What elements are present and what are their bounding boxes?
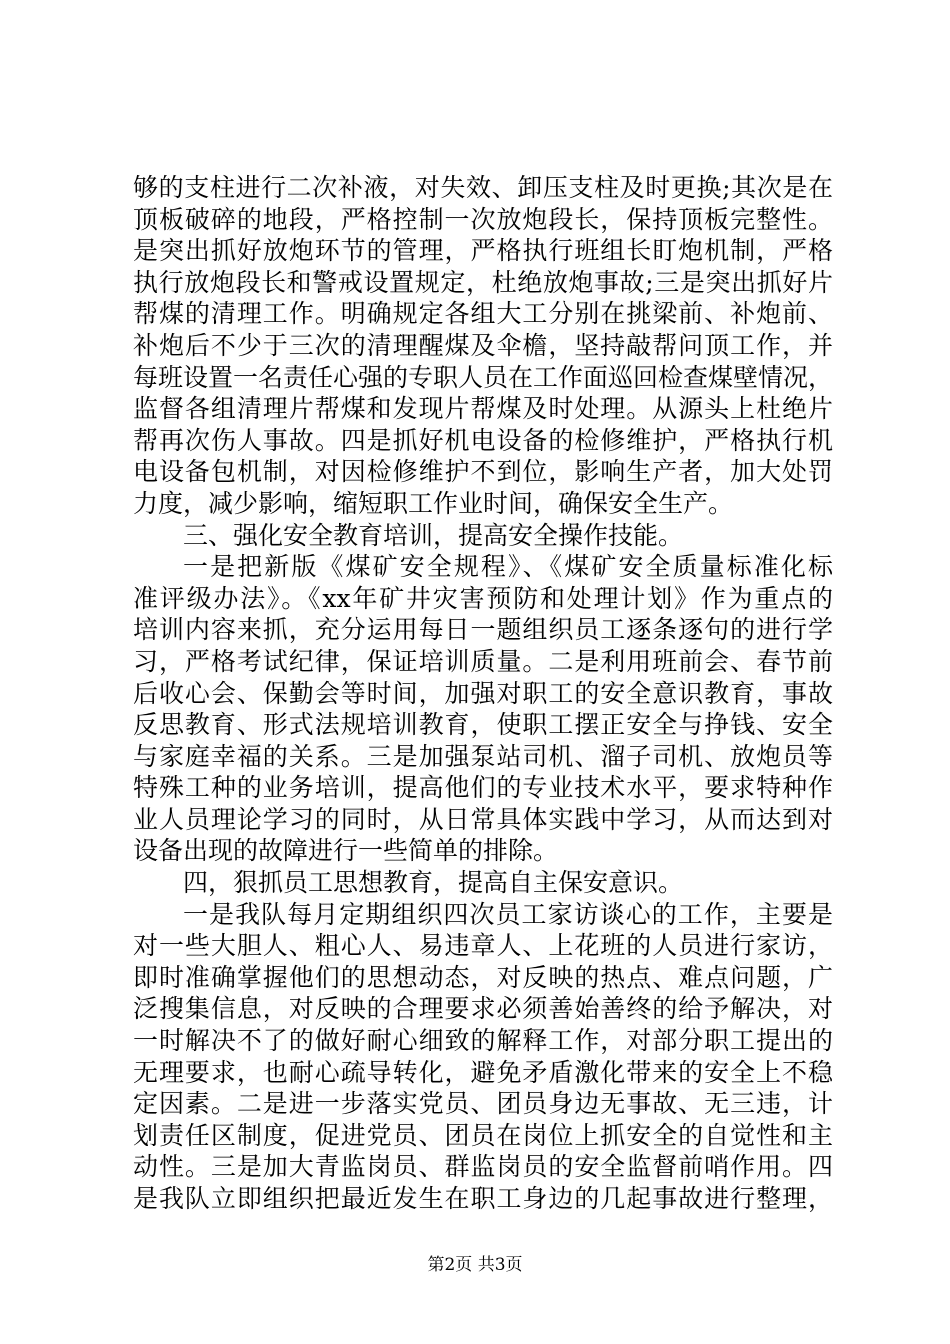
text-line: 动性。三是加大青监岗员、群监岗员的安全监督前哨作用。四	[133, 1152, 833, 1182]
text-line: 即时准确掌握他们的思想动态，对反映的热点、难点问题，广	[133, 962, 833, 992]
text-line: 后收心会、保勤会等时间，加强对职工的安全意识教育，事故	[133, 678, 833, 708]
text-line: 帮再次伤人事故。四是抓好机电设备的检修维护，严格执行机	[133, 425, 833, 455]
text-line: 设备出现的故障进行一些简单的排除。	[133, 836, 559, 866]
section-heading: 四，狠抓员工思想教育，提高自主保安意识。	[183, 868, 684, 898]
document-body	[133, 172, 833, 1215]
text-line: 特殊工种的业务培训，提高他们的专业技术水平，要求特种作	[133, 773, 833, 803]
text-line: 无理要求，也耐心疏导转化，避免矛盾激化带来的安全上不稳	[133, 1057, 833, 1087]
text-line: 划责任区制度，促进党员、团员在岗位上抓安全的自觉性和主	[133, 1120, 833, 1150]
text-line: 准评级办法》。《xx年矿井灾害预防和处理计划》作为重点的	[133, 583, 833, 613]
text-line: 是我队立即组织把最近发生在职工身边的几起事故进行整理，	[133, 1184, 833, 1213]
text-line: 培训内容来抓，充分运用每日一题组织员工逐条逐句的进行学	[133, 615, 833, 645]
text-line: 一是把新版《煤矿安全规程》、《煤矿安全质量标准化标	[183, 552, 833, 582]
text-line: 顶板破碎的地段，严格控制一次放炮段长，保持顶板完整性。	[133, 204, 833, 234]
text-line: 一时解决不了的做好耐心细致的解释工作，对部分职工提出的	[133, 1026, 833, 1056]
text-line: 电设备包机制，对因检修维护不到位，影响生产者，加大处罚	[133, 457, 833, 487]
text-line: 习，严格考试纪律，保证培训质量。二是利用班前会、春节前	[133, 646, 833, 676]
text-line: 够的支柱进行二次补液，对失效、卸压支柱及时更换;其次是在	[133, 173, 833, 202]
text-line: 业人员理论学习的同时，从日常具体实践中学习，从而达到对	[133, 804, 833, 834]
text-line: 帮煤的清理工作。明确规定各组大工分别在挑梁前、补炮前、	[133, 299, 833, 329]
text-line: 是突出抓好放炮环节的管理，严格执行班组长盯炮机制，严格	[133, 236, 833, 266]
section-heading: 三、强化安全教育培训，提高安全操作技能。	[183, 520, 684, 550]
text-line: 执行放炮段长和警戒设置规定，杜绝放炮事故;三是突出抓好片	[133, 267, 833, 297]
text-line: 力度，减少影响，缩短职工作业时间，确保安全生产。	[133, 488, 734, 518]
text-line: 定因素。二是进一步落实党员、团员身边无事故、无三违，计	[133, 1089, 833, 1119]
text-line: 监督各组清理片帮煤和发现片帮煤及时处理。从源头上杜绝片	[133, 394, 833, 424]
text-line: 反思教育、形式法规培训教育，使职工摆正安全与挣钱、安全	[133, 710, 833, 740]
text-line: 每班设置一名责任心强的专职人员在工作面巡回检查煤壁情况，	[133, 362, 834, 392]
text-line: 补炮后不少于三次的清理醒煤及伞檐，坚持敲帮问顶工作，并	[133, 330, 833, 360]
text-line: 与家庭幸福的关系。三是加强泵站司机、溜子司机、放炮员等	[133, 741, 833, 771]
page-footer: 第2页 共3页	[427, 1255, 523, 1275]
text-line: 对一些大胆人、粗心人、易违章人、上花班的人员进行家访，	[133, 931, 833, 961]
text-line: 泛搜集信息，对反映的合理要求必须善始善终的给予解决，对	[133, 994, 833, 1024]
text-line: 一是我队每月定期组织四次员工家访谈心的工作，主要是	[183, 899, 833, 929]
